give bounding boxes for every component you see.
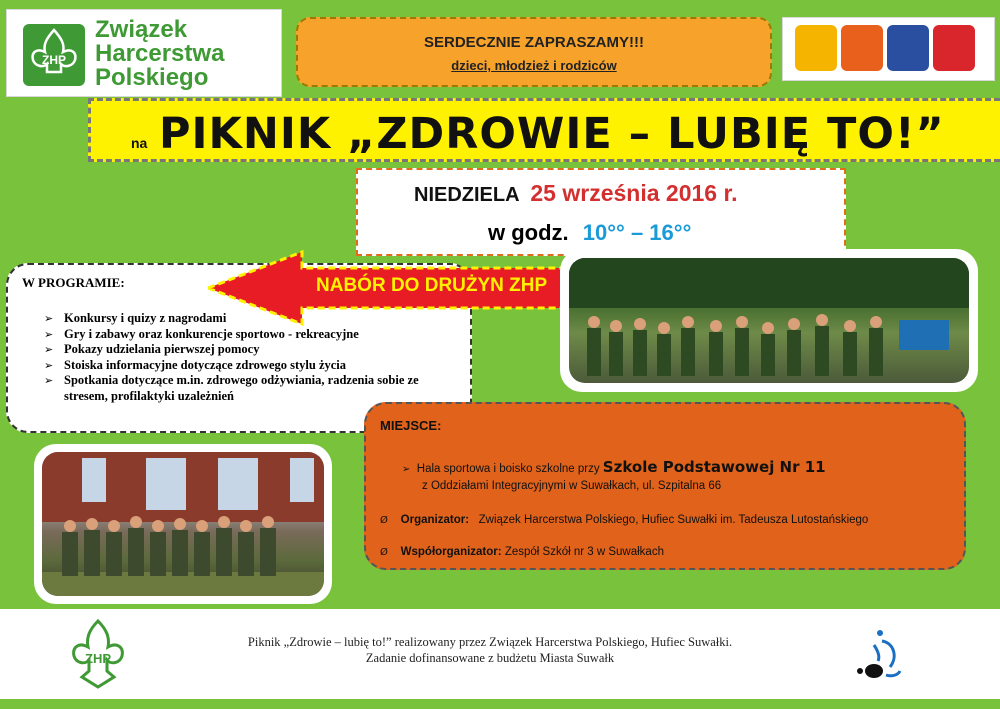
footer-emblem-text: ZHP <box>85 651 111 666</box>
photo-scouts-game <box>560 249 978 392</box>
coorganizer-value: Zespół Szkół nr 3 w Suwałkach <box>504 546 664 558</box>
venue-school: Szkole Podstawowej Nr 11 <box>602 458 826 476</box>
footer-line2: Zadanie dofinansowane z budżetu Miasta Suwałk <box>365 651 615 665</box>
event-title-banner <box>88 98 1000 162</box>
program-item: ➢ Konkursy i quizy z nagrodami <box>44 311 464 327</box>
event-title: PIKNIK „ZDROWIE – LUBIĘ TO!” <box>159 109 945 159</box>
photo-scouts-group-image <box>42 452 324 596</box>
puzzle-logo <box>782 17 995 81</box>
date-box <box>356 168 846 256</box>
puzzle-piece-orange-icon <box>841 25 883 71</box>
program-item: ➢ Spotkania dotyczące m.in. zdrowego odżywiania, radzenia sobie ze stresem, profilaktyki uzależnień <box>44 373 464 404</box>
recruitment-text: NABÓR DO DRUŻYN ZHP <box>316 275 548 296</box>
logo-text <box>95 18 224 90</box>
puzzle-piece-blue-icon <box>887 25 929 71</box>
venue-line <box>402 458 826 476</box>
hours-label: w godz. <box>488 220 569 245</box>
hours-line <box>488 220 691 246</box>
invite-headline: SERDECZNIE ZAPRASZAMY!!! <box>424 34 644 51</box>
coorganizer-label: Współorganizator: <box>400 546 502 558</box>
date-day: NIEDZIELA <box>414 184 519 206</box>
logo-line1: Związek <box>95 16 188 43</box>
hours-value: 10°° – 16°° <box>582 220 692 245</box>
invite-banner <box>296 17 772 87</box>
organizer-label: Organizator: <box>400 514 470 526</box>
organizer-value: Związek Harcerstwa Polskiego, Hufiec Suwałki im. Tadeusza Lutostańskiego <box>478 514 869 526</box>
logo-line2: Harcerstwa <box>95 40 225 67</box>
program-item: ➢ Pokazy udzielania pierwszej pomocy <box>44 342 464 358</box>
venue-text: Hala sportowa i boisko szkolne przy <box>416 463 600 475</box>
empty-set-bullet-icon: Ø <box>380 547 388 558</box>
zhp-logo <box>6 9 282 97</box>
zhp-lily-icon <box>23 24 85 86</box>
place-title: MIEJSCE: <box>380 418 442 433</box>
program-item: ➢ Stoiska informacyjne dotyczące zdrowego stylu życia <box>44 358 464 374</box>
zhp-lily-footer-icon <box>68 617 128 691</box>
place-box <box>364 402 966 570</box>
footer-line1: Piknik „Zdrowie – lubię to!” realizowany przez Związek Harcerstwa Polskiego, Hufiec Suwałki. <box>247 635 733 649</box>
puzzle-piece-yellow-icon <box>795 25 837 71</box>
venue-address: z Oddziałami Integracyjnymi w Suwałkach, ul. Szpitalna 66 <box>422 480 722 492</box>
date-value: 25 września 2016 r. <box>530 180 738 206</box>
photo-scouts-game-image <box>569 258 969 383</box>
coorganizer-line <box>380 546 664 558</box>
puzzle-piece-red-icon <box>933 25 975 71</box>
invite-audience: dzieci, młodzież i rodziców <box>451 58 617 73</box>
suwalki-city-logo-icon <box>852 627 908 683</box>
logo-line3: Polskiego <box>95 64 209 91</box>
date-line <box>414 180 738 207</box>
emblem-text: ZHP <box>42 53 66 67</box>
program-title: W PROGRAMIE: <box>22 275 125 290</box>
organizer-line <box>380 514 868 526</box>
title-prefix: na <box>131 135 148 151</box>
empty-set-bullet-icon: Ø <box>380 515 388 526</box>
footer-text <box>220 634 760 666</box>
photo-scouts-group <box>34 444 332 604</box>
footer <box>0 609 1000 699</box>
arrow-bullet-icon: ➢ <box>402 464 411 475</box>
program-item: ➢ Gry i zabawy oraz konkurencje sportowo - rekreacyjne <box>44 327 464 343</box>
